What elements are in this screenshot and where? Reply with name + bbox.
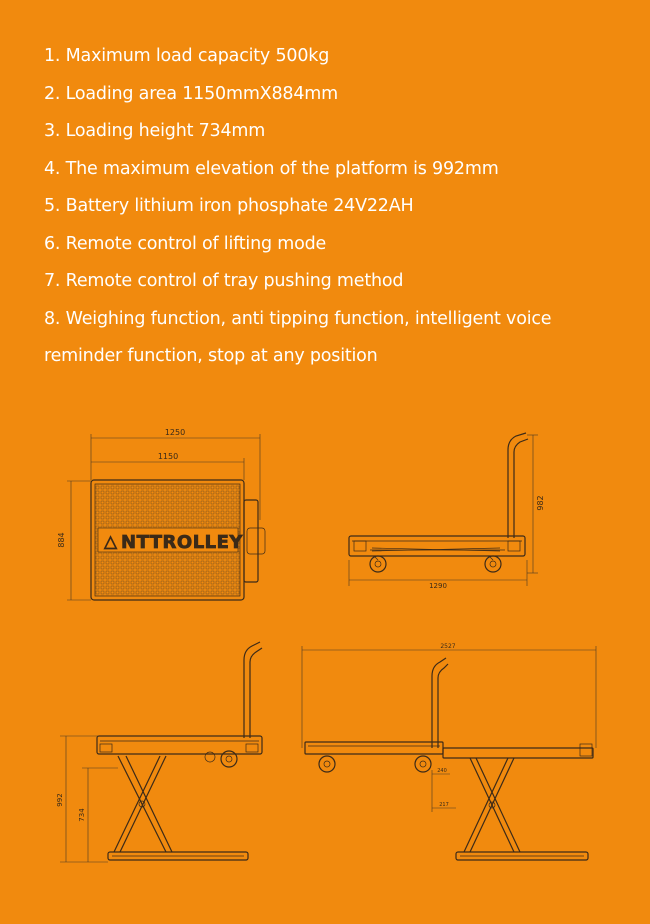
handle-top bbox=[244, 500, 258, 582]
spec-item-5: 5. Battery lithium iron phosphate 24V22AH bbox=[44, 196, 414, 216]
wheel-rear bbox=[485, 556, 501, 572]
spec-item-8-continued: reminder function, stop at any position bbox=[44, 346, 378, 366]
dim-label-240: 240 bbox=[437, 768, 447, 774]
spec-item-8: 8. Weighing function, anti tipping function, intelligent voice bbox=[44, 308, 552, 329]
brand-logo-text: NTTROLLEY bbox=[121, 532, 243, 553]
spec-item-1: 1. Maximum load capacity 500kg bbox=[44, 46, 330, 66]
wheel-front bbox=[370, 556, 386, 572]
dim-label-1150: 1150 bbox=[157, 452, 179, 461]
extended-view-drawing bbox=[302, 643, 596, 860]
spec-item-4: 4. The maximum elevation of the platform is 992mm bbox=[44, 158, 499, 179]
dim-label-982: 982 bbox=[536, 495, 545, 511]
spec-item-6: 6. Remote control of lifting mode bbox=[44, 233, 327, 254]
brand-logo-mark: △ bbox=[104, 532, 118, 552]
dim-label-1290: 1290 bbox=[429, 582, 447, 590]
dim-label-992: 992 bbox=[56, 793, 64, 807]
extended-tray bbox=[443, 748, 593, 758]
dim-label-734: 734 bbox=[78, 808, 86, 822]
dim-label-217: 217 bbox=[439, 802, 449, 808]
side-deck bbox=[349, 536, 525, 556]
dim-label-2527: 2527 bbox=[440, 643, 456, 650]
lift-deck bbox=[97, 736, 262, 754]
extended-trolley-deck bbox=[305, 742, 443, 754]
spec-item-7: 7. Remote control of tray pushing method bbox=[44, 271, 404, 291]
spec-item-2: 2. Loading area 1150mmX884mm bbox=[44, 83, 338, 104]
side-view-drawing bbox=[349, 433, 545, 590]
dim-label-1250: 1250 bbox=[164, 428, 186, 437]
dim-label-884: 884 bbox=[57, 532, 66, 548]
spec-item-3: 3. Loading height 734mm bbox=[44, 121, 266, 141]
top-view-drawing bbox=[57, 428, 265, 600]
lift-view-drawing bbox=[56, 642, 262, 862]
